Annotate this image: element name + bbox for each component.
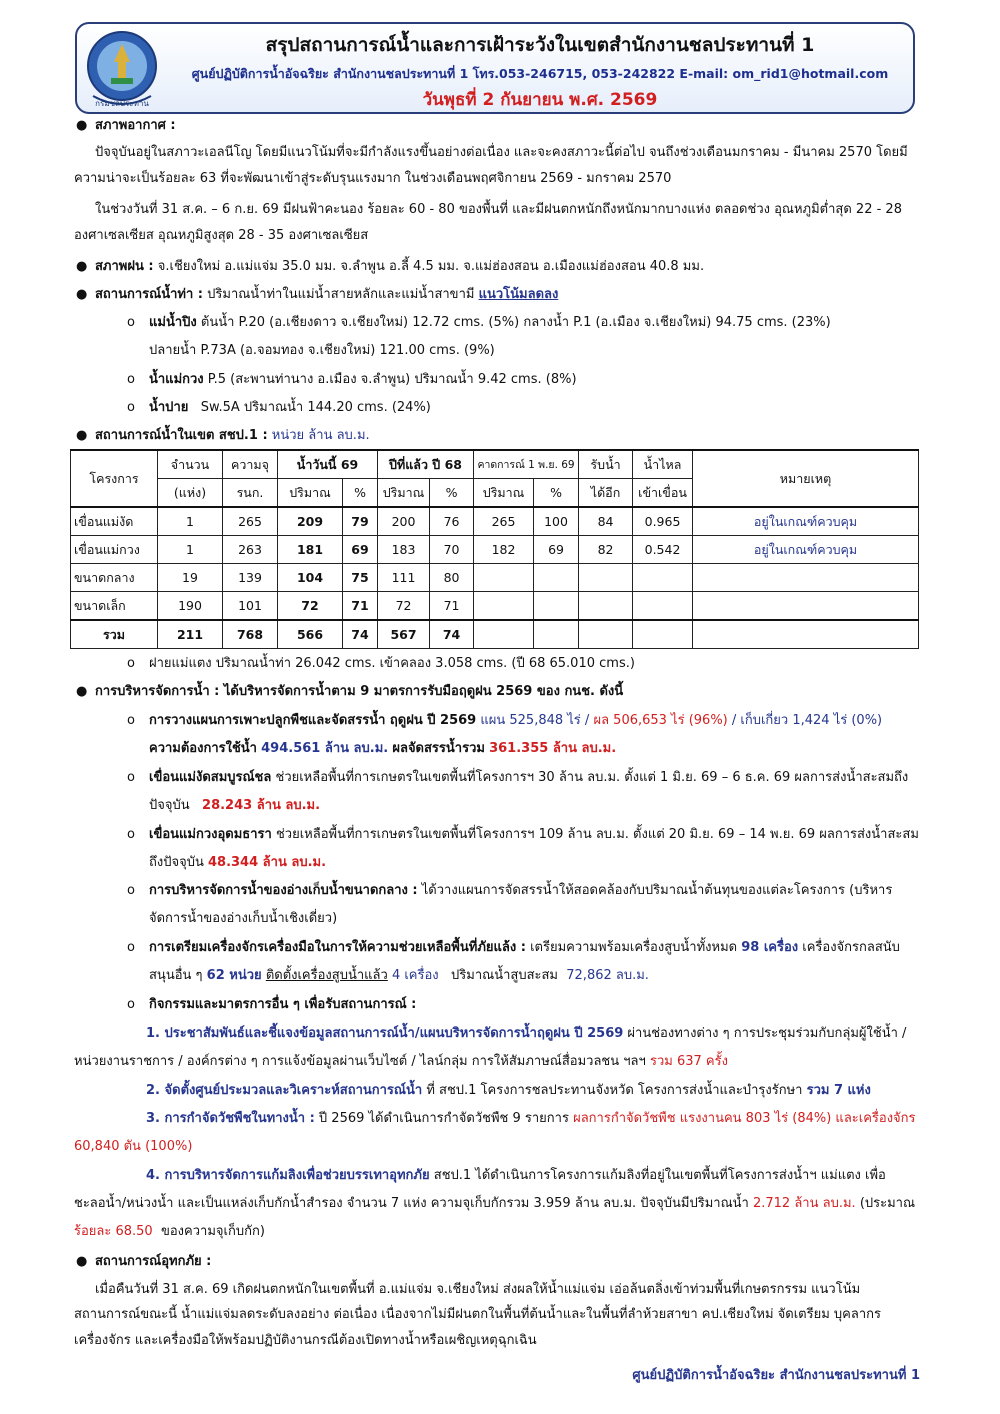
cell-today-pct: 69 <box>343 536 378 564</box>
col-ly-percent: % <box>430 479 474 508</box>
crop-plan-label: การวางแผนการเพาะปลูกพืชและจัดสรรน้ำ ฤดูฝน ปี 2569 <box>149 713 477 728</box>
cell-empty <box>534 620 579 649</box>
cell-empty <box>693 564 919 592</box>
other-machinery-label: สนุนอื่น ๆ <box>149 968 203 983</box>
cell-forecast: 265 <box>474 507 534 536</box>
ping-river-text: ต้นน้ำ P.20 (อ.เชียงดาว จ.เชียงใหม่) 12.72 cms. (5%) กลางน้ำ P.1 (อ.เมือง จ.เชียงใหม่) 94.75 cms. (23%) <box>200 315 831 330</box>
cell-last-year: 200 <box>378 507 430 536</box>
report-title: สรุปสถานการณ์น้ำและการเฝ้าระวังในเขตสำนักงานชลประทานที่ 1 <box>265 34 815 56</box>
other-measures-heading: กิจกรรมและมาตรการอื่น ๆ เพื่อรับสถานการณ์ : <box>149 997 417 1012</box>
mae-ngat-dam-text: ช่วยเหลือพื้นที่การเกษตรในเขตพื้นที่โครงการฯ 30 ล้าน ลบ.ม. ตั้งแต่ 1 มิ.ย. 69 – 6 ธ.ค. 69 ผลการส่งน้ำสะสมถึง <box>275 770 909 785</box>
cell-receivable: 84 <box>579 507 633 536</box>
monkey-cheek-volume: 2.712 ล้าน ลบ.ม. <box>752 1196 856 1211</box>
reservoir-unit: หน่วย ล้าน ลบ.ม. <box>271 428 370 443</box>
col-receivable-2: ได้อีก <box>579 479 633 508</box>
mae-taeng-weir-line: ฝายแม่แตง ปริมาณน้ำท่า 26.042 cms. เข้าคลอง 3.058 cms. (ปี 68 65.010 cms.) <box>149 656 635 671</box>
cell-inflow: 0.542 <box>633 536 693 564</box>
col-inflow: น้ำไหล <box>633 450 693 479</box>
report-header <box>75 22 915 114</box>
sub-bullet-icon: o <box>127 940 135 955</box>
medium-reservoir-line <box>149 884 892 898</box>
monkey-cheek-percent: ร้อยละ 68.50 <box>74 1224 153 1239</box>
col-fc-amount: ปริมาณ <box>474 479 534 508</box>
flood-heading: สถานการณ์อุทกภัย : <box>95 1254 212 1269</box>
mae-ngat-dam-label: เขื่อนแม่งัดสมบูรณ์ชล <box>149 770 272 785</box>
cell-last-year-pct: 80 <box>430 564 474 592</box>
medium-reservoir-label: การบริหารจัดการน้ำของอ่างเก็บน้ำขนาดกลาง : <box>149 883 418 898</box>
table-row <box>71 507 919 536</box>
runoff-heading: สถานการณ์น้ำท่า : <box>95 287 203 302</box>
mae-kuang-dam-line-2 <box>149 856 326 870</box>
cell-empty <box>633 564 693 592</box>
crop-plan-harvest: / เก็บเกี่ยว 1,424 ไร่ (0%) <box>731 713 883 728</box>
pump-count: 98 เครื่อง <box>741 940 799 955</box>
sub-bullet-icon: o <box>127 770 135 785</box>
pumped-volume-label: ปริมาณน้ำสูบสะสม <box>451 968 558 983</box>
water-demand-value: 494.561 ล้าน ลบ.ม. <box>261 741 389 756</box>
cell-last-year-pct: 76 <box>430 507 474 536</box>
activity-4-text-2: ชะลอน้ำ/หน่วงน้ำ และเป็นแหล่งเก็บกักน้ำสำรอง จำนวน 7 แห่ง ความจุเก็บกักรวม 3.959 ล้าน ลบ.ม. ปัจจุบันมีปริมาณน้ำ <box>74 1196 749 1211</box>
report-date: วันพุธที่ 2 กันยายน พ.ศ. 2569 <box>422 90 658 110</box>
cell-empty <box>633 592 693 621</box>
col-forecast: คาดการณ์ 1 พ.ย. 69 <box>474 450 579 479</box>
reservoir-heading-line <box>95 429 370 443</box>
report-contact-line: ศูนย์ปฏิบัติการน้ำอัจฉริยะ สำนักงานชลประทานที่ 1 โทร.053-246715, 053-242822 E-mail: om_rid1@hotmail.com <box>191 66 889 81</box>
cell-count: 1 <box>158 507 223 536</box>
pai-river-text: Sw.5A ปริมาณน้ำ 144.20 cms. (24%) <box>200 400 431 415</box>
drought-machinery-line <box>149 941 900 955</box>
drought-machinery-label: การเตรียมเครื่องจักรเครื่องมือในการให้ความช่วยเหลือพื้นที่ภัยแล้ง : <box>149 940 526 955</box>
activity-4-line <box>146 1169 886 1183</box>
table-row <box>71 536 919 564</box>
installed-pumps-label: ติดตั้งเครื่องสูบน้ำแล้ว <box>265 968 388 983</box>
kuang-river-label: น้ำแม่กวง <box>149 372 204 387</box>
sub-bullet-icon: o <box>127 315 135 330</box>
cell-empty <box>474 620 534 649</box>
cell-empty <box>474 564 534 592</box>
cell-today-pct: 74 <box>343 620 378 649</box>
activity-4-label: 4. การบริหารจัดการแก้มลิงเพื่อช่วยบรรเทาอุทกภัย <box>146 1168 430 1183</box>
cell-last-year: 111 <box>378 564 430 592</box>
table-row <box>71 564 919 592</box>
cell-count: 19 <box>158 564 223 592</box>
sub-bullet-icon: o <box>127 372 135 387</box>
sub-bullet-icon: o <box>127 713 135 728</box>
cell-empty <box>693 592 919 621</box>
cell-inflow: 0.965 <box>633 507 693 536</box>
cell-remark: อยู่ในเกณฑ์ควบคุม <box>693 507 919 536</box>
table-row <box>71 592 919 621</box>
bullet-icon: ● <box>76 287 88 302</box>
col-ly-amount: ปริมาณ <box>378 479 430 508</box>
sub-bullet-icon: o <box>127 997 135 1012</box>
sub-bullet-icon: o <box>127 827 135 842</box>
col-fc-percent: % <box>534 479 579 508</box>
sub-bullet-icon: o <box>127 883 135 898</box>
activity-1-label: 1. ประชาสัมพันธ์และชี้แจงข้อมูลสถานการณ์น้ำ/แผนบริหารจัดการน้ำฤดูฝน ปี 2569 <box>146 1026 624 1041</box>
table-header-row <box>71 450 919 479</box>
activity-1-text: ผ่านช่องทางต่าง ๆ การประชุมร่วมกับกลุ่มผู้ใช้น้ำ / <box>627 1026 907 1041</box>
activity-1-line-2 <box>74 1055 728 1069</box>
cell-today: 181 <box>278 536 343 564</box>
cell-name: ขนาดเล็ก <box>71 592 158 621</box>
col-last-year: ปีที่แล้ว ปี 68 <box>378 450 474 479</box>
cell-empty <box>693 620 919 649</box>
activity-4-line-2 <box>74 1197 915 1211</box>
cell-empty <box>534 564 579 592</box>
cell-name: เขื่อนแม่งัด <box>71 507 158 536</box>
runoff-text: ปริมาณน้ำท่าในแม่น้ำสายหลักและแม่น้ำสาขามี <box>207 287 475 302</box>
drought-machinery-text-2: เครื่องจักรกลสนับ <box>802 940 900 955</box>
water-demand-line <box>149 742 616 756</box>
mae-kuang-dam-current-value: 48.344 ล้าน ลบ.ม. <box>207 855 327 870</box>
cell-last-year: 72 <box>378 592 430 621</box>
weather-paragraph-1-line-1: ปัจจุบันอยู่ในสภาวะเอลนีโญ โดยมีแนวโน้มที่จะมีกำลังแรงขึ้นอย่างต่อเนื่อง และจะคงสภาวะนี้ต่อไป จนถึงช่วงเดือนมกราคม - มีนาคม 2570 โดยมี <box>95 145 908 160</box>
cell-forecast-pct: 100 <box>534 507 579 536</box>
bullet-icon: ● <box>76 1254 88 1269</box>
drought-machinery-text: เตรียมความพร้อมเครื่องสูบน้ำทั้งหมด <box>530 940 738 955</box>
cell-today: 104 <box>278 564 343 592</box>
col-capacity-unit: รนก. <box>223 479 278 508</box>
weather-heading: สภาพอากาศ : <box>95 118 176 133</box>
allocation-value: 361.355 ล้าน ลบ.ม. <box>489 741 617 756</box>
activity-2-text: ที่ สชป.1 โครงการชลประทานจังหวัด โครงการส่งน้ำและบำรุงรักษา <box>426 1083 803 1098</box>
pumped-volume-value: 72,862 ลบ.ม. <box>566 968 649 983</box>
cell-empty <box>579 620 633 649</box>
mae-ngat-dam-line-2 <box>149 799 320 813</box>
activity-4-line-3 <box>74 1225 265 1239</box>
cell-remark: อยู่ในเกณฑ์ควบคุม <box>693 536 919 564</box>
mae-ngat-dam-current-label: ปัจจุบัน <box>149 798 190 813</box>
col-today-percent: % <box>343 479 378 508</box>
cell-today-pct: 75 <box>343 564 378 592</box>
flood-line-3: เครื่องจักร และเครื่องมือให้พร้อมปฏิบัติงานกรณีต้องเปิดทางน้ำหรือเผชิญเหตุฉุกเฉิน <box>74 1333 537 1348</box>
cell-count: 190 <box>158 592 223 621</box>
weather-paragraph-2-line-1: ในช่วงวันที่ 31 ส.ค. – 6 ก.ย. 69 มีฝนฟ้าคะนอง ร้อยละ 60 - 80 ของพื้นที่ และมีฝนตกหนักถึงหนักมากบางแห่ง ตลอดช่วง อุณหภูมิต่ำสุด 22 - 28 <box>95 202 902 217</box>
cell-empty <box>474 592 534 621</box>
col-count: จำนวน <box>158 450 223 479</box>
allocation-label: ผลจัดสรรน้ำรวม <box>392 741 485 756</box>
sub-bullet-icon: o <box>127 400 135 415</box>
activity-1-text-2: หน่วยงานราชการ / องค์กรต่าง ๆ การแจ้งข้อมูลผ่านเว็บไซต์ / ไลน์กลุ่ม การให้สัมภาษณ์สื่อมวลชน ฯลฯ <box>74 1054 646 1069</box>
bullet-icon: ● <box>76 428 88 443</box>
water-demand-label: ความต้องการใช้น้ำ <box>149 741 257 756</box>
cell-today: 566 <box>278 620 343 649</box>
cell-capacity: 101 <box>223 592 278 621</box>
cell-forecast: 182 <box>474 536 534 564</box>
cell-today: 209 <box>278 507 343 536</box>
other-machinery-count: 62 หน่วย <box>206 968 262 983</box>
cell-today-pct: 79 <box>343 507 378 536</box>
activity-3-text: ปี 2569 ได้ดำเนินการกำจัดวัชพืช 9 รายการ <box>318 1111 569 1126</box>
medium-reservoir-text: ได้วางแผนการจัดสรรน้ำให้สอดคล้องกับปริมาณน้ำต้นทุนของแต่ละโครงการ (บริหาร <box>421 883 893 898</box>
bullet-icon: ● <box>76 259 88 274</box>
cell-last-year-pct: 74 <box>430 620 474 649</box>
management-heading: การบริหารจัดการน้ำ : ได้บริหารจัดการน้ำตาม 9 มาตรการรับมือฤดูฝน 2569 ของ กนช. ดังนี้ <box>95 684 624 699</box>
bullet-icon: ● <box>76 684 88 699</box>
pai-river-line <box>149 401 431 415</box>
pai-river-label: น้ำปาย <box>149 400 189 415</box>
crop-plan-line <box>149 714 882 728</box>
rain-heading: สภาพฝน : <box>95 259 154 274</box>
logo-lettering: กรมชลประทาน <box>95 99 149 108</box>
runoff-trend: แนวโน้มลดลง <box>478 287 559 302</box>
kuang-river-line <box>149 373 577 387</box>
activity-4-text: สชป.1 ได้ดำเนินการโครงการแก้มลิงที่อยู่ในเขตพื้นที่โครงการส่งน้ำฯ แม่แตง เพื่อ <box>433 1168 886 1183</box>
activity-2-line <box>146 1084 871 1098</box>
cell-name: เขื่อนแม่กวง <box>71 536 158 564</box>
drought-machinery-line-2 <box>149 969 649 983</box>
table-total-row <box>71 620 919 649</box>
cell-capacity: 265 <box>223 507 278 536</box>
cell-name: ขนาดกลาง <box>71 564 158 592</box>
ping-river-line-2: ปลายน้ำ P.73A (อ.จอมทอง จ.เชียงใหม่) 121.00 cms. (9%) <box>149 343 495 358</box>
flood-line-2: สถานการณ์ขณะนี้ น้ำแม่แจ่มลดระดับลงอย่าง ต่อเนื่อง เนื่องจากไม่มีฝนตกในพื้นที่ต้นน้ำและในพื้นที่ลำห้วยสาขา คป.เชียงใหม่ จัดเตรียม บุคลากร <box>74 1307 881 1322</box>
cell-count: 1 <box>158 536 223 564</box>
sub-bullet-icon: o <box>127 656 135 671</box>
medium-reservoir-line-2: จัดการน้ำของอ่างเก็บน้ำเชิงเดี่ยว) <box>149 911 338 926</box>
weather-paragraph-1-line-2: ความน่าจะเป็นร้อยละ 63 ที่จะพัฒนาเข้าสู่ระดับรุนแรงมาก ในช่วงเดือนพฤศจิกายน 2569 - มกราคม 2570 <box>74 171 672 186</box>
cell-empty <box>579 564 633 592</box>
activity-3-line-2: 60,840 ตัน (100%) <box>74 1139 193 1154</box>
weather-paragraph-2-line-2: องศาเซลเซียส อุณหภูมิสูงสุด 28 - 35 องศาเซลเซียส <box>74 228 369 243</box>
royal-irrigation-department-logo <box>83 28 161 110</box>
col-inflow-2: เข้าเขื่อน <box>633 479 693 508</box>
cell-last-year: 567 <box>378 620 430 649</box>
crop-plan-result: ผล 506,653 ไร่ (96%) <box>593 713 728 728</box>
report-footer: ศูนย์ปฏิบัติการน้ำอัจฉริยะ สำนักงานชลประทานที่ 1 <box>632 1368 920 1383</box>
installed-pumps-count: 4 เครื่อง <box>391 968 439 983</box>
cell-forecast-pct: 69 <box>534 536 579 564</box>
cell-today: 72 <box>278 592 343 621</box>
rain-line <box>95 260 704 274</box>
cell-total-label: รวม <box>71 620 158 649</box>
mae-kuang-dam-line <box>149 828 919 842</box>
mae-kuang-dam-current-label: ถึงปัจจุบัน <box>149 855 204 870</box>
cell-today-pct: 71 <box>343 592 378 621</box>
cell-empty <box>633 620 693 649</box>
flood-line-1: เมื่อคืนวันที่ 31 ส.ค. 69 เกิดฝนตกหนักในเขตพื้นที่ อ.แม่แจ่ม จ.เชียงใหม่ ส่งผลให้น้ำแม่แจ่ม เอ่อล้นตลิ่งเข้าท่วมพื้นที่เกษตรกรรม แนวโน้ม <box>95 1282 861 1297</box>
activity-4-text-3: ของความจุเก็บกัก) <box>160 1224 265 1239</box>
col-today: น้ำวันนี้ 69 <box>278 450 378 479</box>
mae-ngat-dam-current-value: 28.243 ล้าน ลบ.ม. <box>202 798 321 813</box>
activity-3-result: ผลการกำจัดวัชพืช แรงงานคน 803 ไร่ (84%) และเครื่องจักร <box>573 1111 916 1126</box>
col-receivable: รับน้ำ <box>579 450 633 479</box>
activity-1-total: รวม 637 ครั้ง <box>649 1054 728 1069</box>
cell-count: 211 <box>158 620 223 649</box>
cell-empty <box>534 592 579 621</box>
activity-1-line <box>146 1027 906 1041</box>
activity-4-approx: (ประมาณ <box>859 1196 916 1211</box>
cell-last-year-pct: 70 <box>430 536 474 564</box>
activity-2-label: 2. จัดตั้งศูนย์ประมวลและวิเคราะห์สถานการณ์น้ำ <box>146 1083 423 1098</box>
mae-kuang-dam-label: เขื่อนแม่กวงอุดมธารา <box>149 827 272 842</box>
col-today-amount: ปริมาณ <box>278 479 343 508</box>
reservoir-heading: สถานการณ์น้ำในเขต สชป.1 : <box>95 428 268 443</box>
col-capacity: ความจุ <box>223 450 278 479</box>
cell-capacity: 139 <box>223 564 278 592</box>
bullet-icon: ● <box>76 118 88 133</box>
cell-last-year: 183 <box>378 536 430 564</box>
activity-2-total: รวม 7 แห่ง <box>806 1083 871 1098</box>
rain-text: จ.เชียงใหม่ อ.แม่แจ่ม 35.0 มม. จ.ลำพูน อ.ลี้ 4.5 มม. จ.แม่ฮ่องสอน อ.เมืองแม่ฮ่องสอน 40.8 มม. <box>157 259 705 274</box>
mae-kuang-dam-text: ช่วยเหลือพื้นที่การเกษตรในเขตพื้นที่โครงการฯ 109 ล้าน ลบ.ม. ตั้งแต่ 20 มิ.ย. 69 – 14 พ.ย. 69 ผลการส่งน้ำสะสม <box>275 827 919 842</box>
col-count-unit: (แห่ง) <box>158 479 223 508</box>
reservoir-table <box>70 449 919 649</box>
cell-last-year-pct: 71 <box>430 592 474 621</box>
crop-plan-target: แผน 525,848 ไร่ / <box>480 713 590 728</box>
ping-river-label: แม่น้ำปิง <box>149 315 197 330</box>
activity-3-line <box>146 1112 916 1126</box>
cell-capacity: 263 <box>223 536 278 564</box>
runoff-line <box>95 288 558 302</box>
activity-3-label: 3. การกำจัดวัชพืชในทางน้ำ : <box>146 1111 315 1126</box>
col-project: โครงการ <box>71 450 158 507</box>
col-remark: หมายเหตุ <box>693 450 919 507</box>
kuang-river-text: P.5 (สะพานท่านาง อ.เมือง จ.ลำพูน) ปริมาณน้ำ 9.42 cms. (8%) <box>207 372 577 387</box>
cell-receivable: 82 <box>579 536 633 564</box>
cell-empty <box>579 592 633 621</box>
mae-ngat-dam-line <box>149 771 908 785</box>
ping-river-line <box>149 316 831 330</box>
cell-capacity: 768 <box>223 620 278 649</box>
